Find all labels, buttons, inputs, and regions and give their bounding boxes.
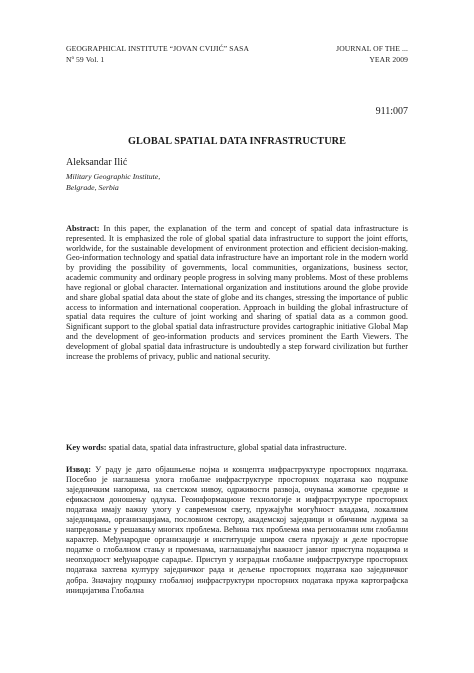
izvod-paragraph bbox=[66, 465, 408, 596]
abstract-text: In this paper, the explanation of the term and concept of spatial data infrastructure is represented. It is emphasized the role of global spatial data infrastructure to support the joint efforts, worldwide, for the sustainable development of environment protection and efficient decision-making. Geo-information technology and spatial data infrastructure have an important role in the modern world by providing the possibility of governments, local communities, organizations, business sector, academic community and ordinary people progress in solving many problems. Most of these problems have regional or global character. International organization and institutions around the globe provide and share global spatial data about the state of globe and its changes, stressing the importance of public access to information and international cooperation. Approach in building the global infrastructure of spatial data requires the culture of joint working and sharing of spatial data as a common good. Significant support to the global spatial data infrastructure provides cartographic initiative Global Map and the development of geo-information products and services prominent the Earth Viewers. The development of global spatial data infrastructure is undoubtedly a step forward civilization but further increase the problems of privacy, public and national security. bbox=[66, 224, 408, 361]
institute-name: GEOGRAPHICAL INSTITUTE “JOVAN CVIJIĆ” SASA bbox=[66, 44, 250, 53]
keywords-paragraph bbox=[66, 443, 408, 453]
author-name: Aleksandar Ilić bbox=[66, 157, 128, 168]
affiliation-institution: Military Geographic Institute, bbox=[66, 172, 161, 181]
running-header-left bbox=[66, 44, 249, 65]
abstract-paragraph bbox=[66, 224, 408, 361]
paper-title: GLOBAL SPATIAL DATA INFRASTRUCTURE bbox=[127, 136, 347, 147]
udc-code: 911:007 bbox=[375, 106, 408, 117]
running-header-right bbox=[336, 44, 408, 65]
affiliation-location: Belgrade, Serbia bbox=[66, 182, 119, 192]
journal-year: YEAR 2009 bbox=[369, 54, 408, 64]
author-affiliation bbox=[66, 172, 160, 193]
izvod-text: У раду је дато објашњење појма и концепта инфраструктуре просторних података. Посебно је наглашена улога глобалне инфраструктуре просторних података као подршке заједничким напорима, на светском нивоу, одрживости развоја, очувања животне средине и ефикасном доношењу одлука. Геоинформационе технологије и инфраструктуре просторних података имају важну улогу у савременом свету, пружајући могућност владама, локалним заједницама, организацијама, пословном сектору, академској заједници и обичним људима за напредовање у решавању многих проблема. Већина тих проблема има регионални или глобални карактер. Међународне организације и институције широм света пружају и деле просторне податке о глобалном стању и променама, наглашавајући важност јавног приступа подацима и неопходност међународне сарадње. Приступ у изградњи глобалне инфраструктуре просторних података захтева културу заједничког рада и дељење просторних података као заједничког добра. Значајну подршку глобалној инфраструктури просторних података пружа картографска иницијатива Глобална bbox=[66, 465, 408, 595]
keywords-label: Key words: bbox=[66, 443, 107, 452]
keywords-text: spatial data, spatial data infrastructure, global spatial data infrastructure. bbox=[106, 443, 347, 452]
izvod-label: Извод: bbox=[66, 465, 91, 474]
abstract-label: Abstract: bbox=[66, 224, 100, 233]
journal-name: JOURNAL OF THE ... bbox=[336, 44, 408, 53]
issue-number: Nº 59 Vol. 1 bbox=[66, 54, 105, 64]
